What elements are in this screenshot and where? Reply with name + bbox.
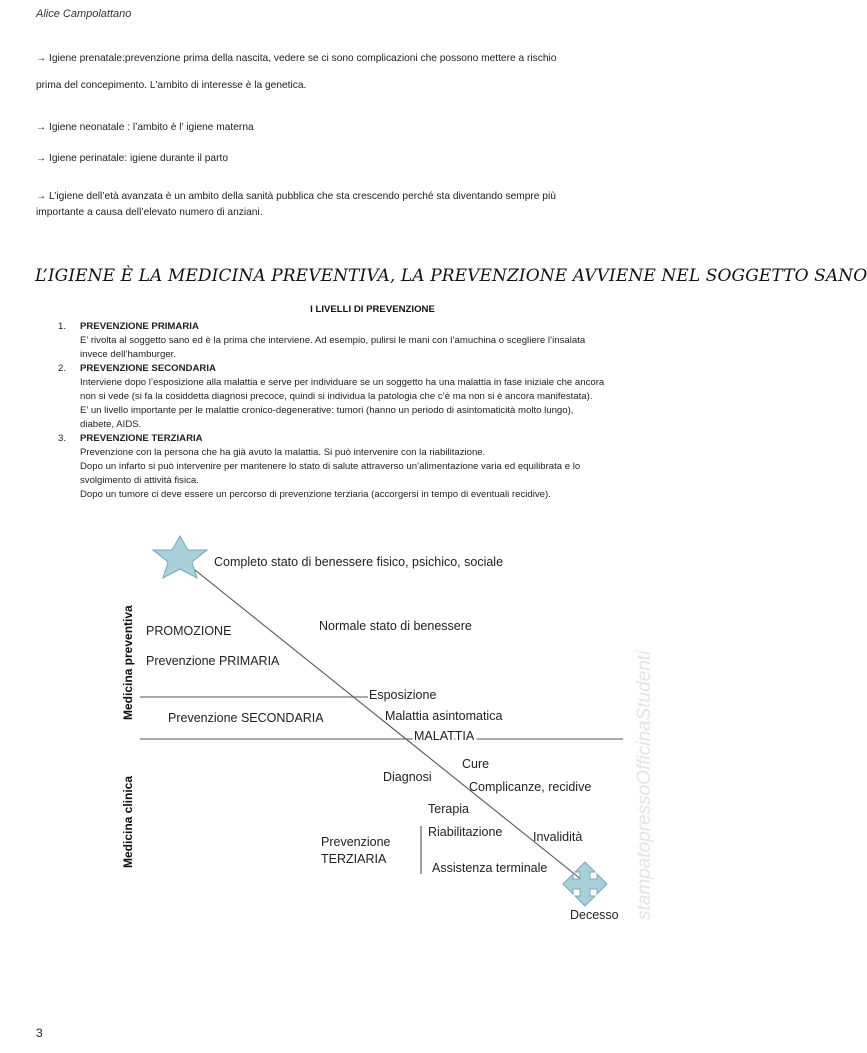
watermark-text: stampatopressoOfficinaStudenti	[634, 650, 655, 920]
side-label-medicina-preventiva: Medicina preventiva	[121, 605, 135, 720]
author-header: Alice Campolattano	[36, 8, 132, 20]
label-decesso: Decesso	[570, 908, 619, 922]
level-text-line: E’ rivolta al soggetto sano ed è la prima che interviene. Ad esempio, pulirsi le mani con l’amuchina o scegliere l’insalata	[80, 335, 586, 346]
label-normale-benessere: Normale stato di benessere	[319, 619, 472, 633]
label-complicanze-recidive: Complicanze, recidive	[469, 780, 592, 794]
level-heading: PREVENZIONE SECONDARIA	[80, 363, 216, 374]
label-invalidita: Invalidità	[533, 830, 583, 844]
label-terapia: Terapia	[428, 802, 469, 816]
section-title: L’IGIENE È LA MEDICINA PREVENTIVA, LA PREVENZIONE AVVIENE NEL SOGGETTO SANO	[35, 266, 867, 286]
level-text-line: non si vede (si fa la cosiddetta diagnosi precoce, quindi si individua la patologia che c’è ma non si è ancora manifestata).	[80, 391, 593, 402]
level-text-line: Interviene dopo l’esposizione alla malattia e serve per individuare se un soggetto ha una malattia in fase iniziale che ancora	[80, 377, 605, 388]
level-text-line: svolgimento di attività fisica.	[80, 475, 199, 486]
paragraph-eta-avanzata-2: importante a causa dell’elevato numero di anziani.	[36, 207, 263, 218]
prevention-levels-list	[58, 320, 698, 502]
label-completo-benessere: Completo stato di benessere fisico, psichico, sociale	[214, 555, 504, 569]
label-assistenza-terminale: Assistenza terminale	[432, 861, 548, 875]
list-number: 2.	[58, 363, 67, 374]
level-text-line: Dopo un infarto si può intervenire per mantenere lo stato di salute attraverso un’alimentazione varia ed equilibrata e lo	[80, 461, 581, 472]
paragraph-eta-avanzata-1: → L’igiene dell’età avanzata è un ambito della sanità pubblica che sta crescendo perché sta diventando sempre più	[36, 191, 556, 202]
label-prevenzione-primaria: Prevenzione PRIMARIA	[146, 654, 280, 668]
level-heading: PREVENZIONE PRIMARIA	[80, 321, 199, 332]
side-label-medicina-clinica: Medicina clinica	[121, 775, 135, 868]
paragraph-prenatale-1: → Igiene prenatale:prevenzione prima della nascita, vedere se ci sono complicazioni che possono mettere a rischio	[36, 53, 557, 64]
label-prevenzione-secondaria: Prevenzione SECONDARIA	[168, 711, 324, 725]
paragraph-perinatale: → Igiene perinatale: igiene durante il parto	[36, 153, 228, 164]
level-text-line: Dopo un tumore ci deve essere un percorso di prevenzione terziaria (accorgersi in tempo di eventuali recidive).	[80, 489, 551, 500]
label-malattia-asintomatica: Malattia asintomatica	[385, 709, 503, 723]
levels-title: I LIVELLI DI PREVENZIONE	[310, 304, 435, 315]
four-way-arrow-icon	[563, 862, 607, 906]
page-number: 3	[36, 1026, 43, 1040]
prevention-diagram	[0, 530, 745, 930]
label-terziaria: TERZIARIA	[321, 852, 387, 866]
label-cure: Cure	[462, 757, 490, 771]
star-icon	[153, 536, 207, 578]
level-heading: PREVENZIONE TERZIARIA	[80, 433, 203, 444]
level-item-primaria	[58, 320, 698, 362]
level-item-secondaria	[58, 362, 698, 432]
paragraph-neonatale: → Igiene neonatale : l’ambito è l’ igiene materna	[36, 122, 254, 133]
level-text-line: diabete, AIDS.	[80, 419, 142, 430]
level-item-terziaria	[58, 432, 698, 502]
level-text-line: invece dell’hamburger.	[80, 349, 176, 360]
level-text-line: Prevenzione con la persona che ha già avuto la malattia. Si può intervenire con la riabilitazione.	[80, 447, 486, 458]
label-riabilitazione: Riabilitazione	[428, 825, 503, 839]
label-esposizione: Esposizione	[369, 688, 437, 702]
paragraph-prenatale-2: prima del concepimento. L'ambito di interesse è la genetica.	[36, 80, 307, 91]
label-diagnosi: Diagnosi	[383, 770, 432, 784]
label-prevenzione: Prevenzione	[321, 835, 391, 849]
label-promozione: PROMOZIONE	[146, 624, 232, 638]
label-malattia: MALATTIA	[414, 729, 475, 743]
list-number: 3.	[58, 433, 67, 444]
level-text-line: E’ un livello importante per le malattie cronico-degenerative: tumori (hanno un periodo di asintomaticità molto lungo),	[80, 405, 574, 416]
list-number: 1.	[58, 321, 67, 332]
